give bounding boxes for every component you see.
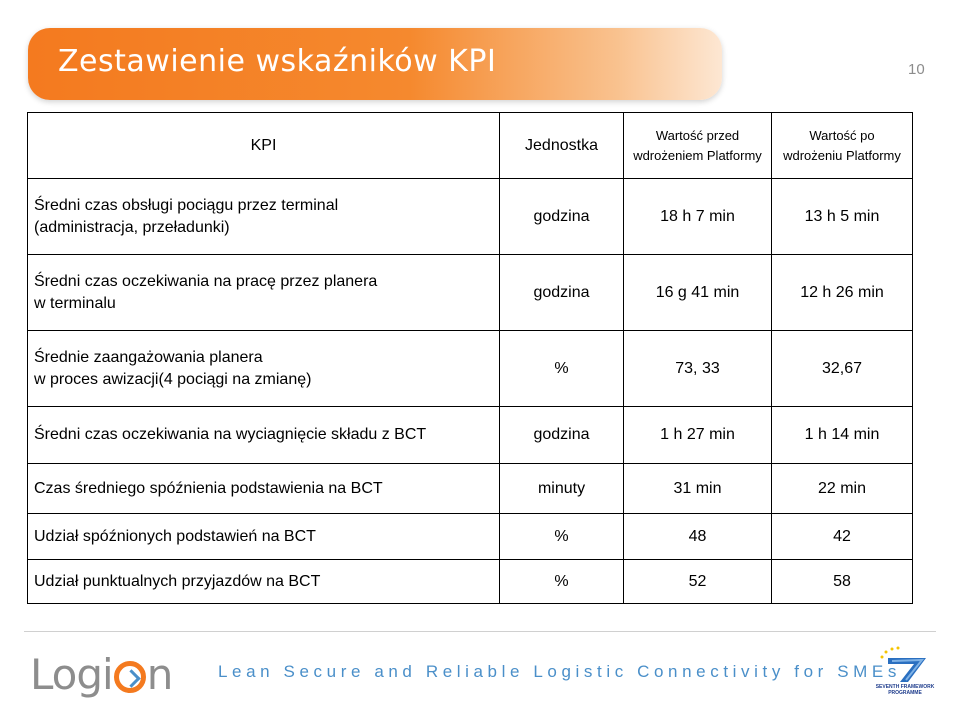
logo-ring-icon xyxy=(114,661,146,693)
unit-cell: godzina xyxy=(500,407,624,464)
table-row xyxy=(28,255,913,331)
before-cell: 16 g 41 min xyxy=(624,255,772,331)
kpi-line2: w proces awizacji(4 pociągi na zmianę) xyxy=(34,370,312,388)
kpi-cell xyxy=(28,179,500,255)
kpi-line1: Średnie zaangażowania planera xyxy=(34,348,263,366)
unit-cell: minuty xyxy=(500,464,624,514)
after-cell: 42 xyxy=(772,514,913,560)
unit-cell: % xyxy=(500,560,624,604)
kpi-cell: Udział spóźnionych podstawień na BCT xyxy=(28,514,500,560)
fp7-logo xyxy=(874,644,936,698)
after-cell: 1 h 14 min xyxy=(772,407,913,464)
header-kpi: KPI xyxy=(28,113,500,179)
after-cell: 32,67 xyxy=(772,331,913,407)
table-row xyxy=(28,179,913,255)
kpi-cell: Czas średniego spóźnienia podstawienia na BCT xyxy=(28,464,500,514)
kpi-cell: Udział punktualnych przyjazdów na BCT xyxy=(28,560,500,604)
header-after-line2: wdrożeniu Platformy xyxy=(783,147,901,163)
after-cell: 22 min xyxy=(772,464,913,514)
unit-cell: % xyxy=(500,514,624,560)
page-number: 10 xyxy=(908,61,925,78)
kpi-table xyxy=(27,112,913,604)
after-cell: 12 h 26 min xyxy=(772,255,913,331)
header-before xyxy=(624,113,772,179)
after-cell: 13 h 5 min xyxy=(772,179,913,255)
before-cell: 52 xyxy=(624,560,772,604)
table-row xyxy=(28,331,913,407)
logo-text-part1: Logi xyxy=(30,650,113,699)
fp7-line2: PROGRAMME xyxy=(888,690,922,696)
before-cell: 18 h 7 min xyxy=(624,179,772,255)
kpi-line2: (administracja, przeładunki) xyxy=(34,218,230,236)
header-before-line2: wdrożeniem Platformy xyxy=(633,147,762,163)
header-before-line1: Wartość przed xyxy=(655,127,740,143)
table-header-row xyxy=(28,113,913,179)
footer-divider xyxy=(24,631,936,632)
kpi-cell: Średni czas oczekiwania na wyciagnięcie składu z BCT xyxy=(28,407,500,464)
header-after xyxy=(772,113,913,179)
unit-cell: godzina xyxy=(500,179,624,255)
before-cell: 73, 33 xyxy=(624,331,772,407)
header-after-line1: Wartość po xyxy=(809,127,875,143)
before-cell: 1 h 27 min xyxy=(624,407,772,464)
after-cell: 58 xyxy=(772,560,913,604)
unit-cell: % xyxy=(500,331,624,407)
fp7-label xyxy=(874,684,936,696)
before-cell: 48 xyxy=(624,514,772,560)
table-row xyxy=(28,560,913,604)
before-cell: 31 min xyxy=(624,464,772,514)
kpi-line2: w terminalu xyxy=(34,294,116,312)
table-row xyxy=(28,464,913,514)
kpi-line1: Średni czas oczekiwania na pracę przez planera xyxy=(34,272,378,290)
kpi-cell xyxy=(28,331,500,407)
header-unit: Jednostka xyxy=(500,113,624,179)
kpi-cell xyxy=(28,255,500,331)
kpi-line1: Średni czas obsługi pociągu przez terminal xyxy=(34,196,339,214)
title-banner xyxy=(28,28,722,100)
logo-text-part2: n xyxy=(146,650,173,699)
table-row xyxy=(28,407,913,464)
table-row xyxy=(28,514,913,560)
logicon-logo xyxy=(30,650,172,699)
fp7-line1: SEVENTH FRAMEWORK xyxy=(875,684,935,690)
unit-cell: godzina xyxy=(500,255,624,331)
footer-tagline: Lean Secure and Reliable Logistic Connectivity for SMEs xyxy=(218,662,901,681)
fp7-icon xyxy=(874,644,936,684)
slide-title: Zestawienie wskaźników KPI xyxy=(58,44,497,79)
